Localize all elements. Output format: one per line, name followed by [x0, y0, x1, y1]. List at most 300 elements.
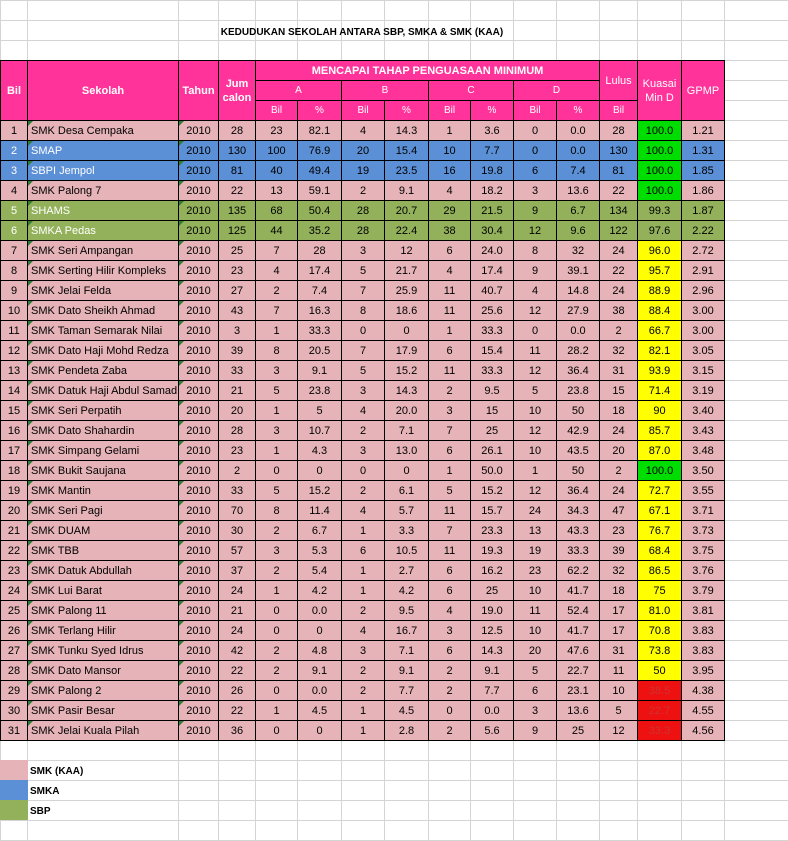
row-19-b-count[interactable]: 2 — [341, 480, 385, 501]
row-11-b-percent[interactable]: 0 — [384, 320, 429, 341]
row-1-d-percent[interactable]: 0.0 — [556, 120, 600, 141]
row-12-d-count[interactable]: 11 — [513, 340, 557, 361]
row-2-mastery-min-d[interactable]: 100.0 — [637, 140, 682, 161]
row-7-c-percent[interactable]: 24.0 — [470, 240, 514, 261]
row-12-c-count[interactable]: 6 — [428, 340, 471, 361]
row-16-b-count[interactable]: 2 — [341, 420, 385, 441]
row-31-mastery-min-d[interactable]: 33.3 — [637, 720, 682, 741]
row-6-candidates[interactable]: 125 — [218, 220, 256, 241]
header-jum-calon[interactable] — [218, 60, 256, 121]
row-27-a-count[interactable]: 2 — [255, 640, 298, 661]
row-18-gpmp[interactable]: 3.50 — [681, 460, 725, 481]
row-16-d-count[interactable]: 12 — [513, 420, 557, 441]
row-17-d-percent[interactable]: 43.5 — [556, 440, 600, 461]
row-30-gpmp[interactable]: 4.55 — [681, 700, 725, 721]
row-25-c-percent[interactable]: 19.0 — [470, 600, 514, 621]
row-16-pass-count[interactable]: 24 — [599, 420, 638, 441]
row-7-b-percent[interactable]: 12 — [384, 240, 429, 261]
row-12-d-percent[interactable]: 28.2 — [556, 340, 600, 361]
row-24-c-count[interactable]: 6 — [428, 580, 471, 601]
row-29-a-percent[interactable]: 0.0 — [297, 680, 342, 701]
row-20-d-percent[interactable]: 34.3 — [556, 500, 600, 521]
row-11-a-count[interactable]: 1 — [255, 320, 298, 341]
header-grade-a-bil[interactable]: Bil — [255, 100, 298, 121]
row-11-c-percent[interactable]: 33.3 — [470, 320, 514, 341]
row-6-pass-count[interactable]: 122 — [599, 220, 638, 241]
row-1-b-percent[interactable]: 14.3 — [384, 120, 429, 141]
row-6-c-count[interactable]: 38 — [428, 220, 471, 241]
row-27-b-percent[interactable]: 7.1 — [384, 640, 429, 661]
row-12-pass-count[interactable]: 32 — [599, 340, 638, 361]
row-25-school-name[interactable]: SMK Palong 11 — [27, 600, 179, 621]
row-22-d-percent[interactable]: 33.3 — [556, 540, 600, 561]
row-2-d-percent[interactable]: 0.0 — [556, 140, 600, 161]
header-grade-b[interactable]: B — [341, 80, 429, 101]
row-9-pass-count[interactable]: 24 — [599, 280, 638, 301]
row-28-school-name[interactable]: SMK Dato Mansor — [27, 660, 179, 681]
row-22-school-name[interactable]: SMK TBB — [27, 540, 179, 561]
row-7-c-count[interactable]: 6 — [428, 240, 471, 261]
row-1-gpmp[interactable]: 1.21 — [681, 120, 725, 141]
row-22-c-count[interactable]: 11 — [428, 540, 471, 561]
row-15-c-percent[interactable]: 15 — [470, 400, 514, 421]
row-10-mastery-min-d[interactable]: 88.4 — [637, 300, 682, 321]
row-1-year[interactable]: 2010 — [178, 120, 219, 141]
row-31-a-percent[interactable]: 0 — [297, 720, 342, 741]
row-3-a-percent[interactable]: 49.4 — [297, 160, 342, 181]
row-11-gpmp[interactable]: 3.00 — [681, 320, 725, 341]
row-18-year[interactable]: 2010 — [178, 460, 219, 481]
row-2-b-percent[interactable]: 15.4 — [384, 140, 429, 161]
row-28-c-count[interactable]: 2 — [428, 660, 471, 681]
row-23-b-count[interactable]: 1 — [341, 560, 385, 581]
row-21-mastery-min-d[interactable]: 76.7 — [637, 520, 682, 541]
row-20-school-name[interactable]: SMK Seri Pagi — [27, 500, 179, 521]
row-29-candidates[interactable]: 26 — [218, 680, 256, 701]
row-15-d-percent[interactable]: 50 — [556, 400, 600, 421]
row-6-d-percent[interactable]: 9.6 — [556, 220, 600, 241]
row-11-candidates[interactable]: 3 — [218, 320, 256, 341]
row-11-c-count[interactable]: 1 — [428, 320, 471, 341]
row-29-gpmp[interactable]: 4.38 — [681, 680, 725, 701]
row-26-d-percent[interactable]: 41.7 — [556, 620, 600, 641]
row-23-d-percent[interactable]: 62.2 — [556, 560, 600, 581]
row-10-pass-count[interactable]: 38 — [599, 300, 638, 321]
row-28-d-count[interactable]: 5 — [513, 660, 557, 681]
row-11-d-percent[interactable]: 0.0 — [556, 320, 600, 341]
row-28-bil[interactable]: 28 — [0, 660, 28, 681]
row-6-a-percent[interactable]: 35.2 — [297, 220, 342, 241]
row-13-d-percent[interactable]: 36.4 — [556, 360, 600, 381]
header-grade-a-pct[interactable]: % — [297, 100, 342, 121]
row-13-year[interactable]: 2010 — [178, 360, 219, 381]
row-30-b-percent[interactable]: 4.5 — [384, 700, 429, 721]
row-24-year[interactable]: 2010 — [178, 580, 219, 601]
row-1-c-percent[interactable]: 3.6 — [470, 120, 514, 141]
row-20-gpmp[interactable]: 3.71 — [681, 500, 725, 521]
row-31-d-percent[interactable]: 25 — [556, 720, 600, 741]
row-22-mastery-min-d[interactable]: 68.4 — [637, 540, 682, 561]
row-6-a-count[interactable]: 44 — [255, 220, 298, 241]
row-12-a-percent[interactable]: 20.5 — [297, 340, 342, 361]
row-28-mastery-min-d[interactable]: 50 — [637, 660, 682, 681]
row-5-c-count[interactable]: 29 — [428, 200, 471, 221]
row-1-mastery-min-d[interactable]: 100.0 — [637, 120, 682, 141]
header-grade-b-bil[interactable]: Bil — [341, 100, 385, 121]
header-grade-a[interactable]: A — [255, 80, 342, 101]
row-17-year[interactable]: 2010 — [178, 440, 219, 461]
row-26-pass-count[interactable]: 17 — [599, 620, 638, 641]
row-13-mastery-min-d[interactable]: 93.9 — [637, 360, 682, 381]
row-5-year[interactable]: 2010 — [178, 200, 219, 221]
row-10-candidates[interactable]: 43 — [218, 300, 256, 321]
row-17-b-percent[interactable]: 13.0 — [384, 440, 429, 461]
row-17-pass-count[interactable]: 20 — [599, 440, 638, 461]
row-22-pass-count[interactable]: 39 — [599, 540, 638, 561]
row-26-a-percent[interactable]: 0 — [297, 620, 342, 641]
row-19-bil[interactable]: 19 — [0, 480, 28, 501]
row-3-d-percent[interactable]: 7.4 — [556, 160, 600, 181]
row-7-pass-count[interactable]: 24 — [599, 240, 638, 261]
row-17-c-count[interactable]: 6 — [428, 440, 471, 461]
row-27-mastery-min-d[interactable]: 73.8 — [637, 640, 682, 661]
row-22-year[interactable]: 2010 — [178, 540, 219, 561]
row-8-year[interactable]: 2010 — [178, 260, 219, 281]
row-11-school-name[interactable]: SMK Taman Semarak Nilai — [27, 320, 179, 341]
row-17-b-count[interactable]: 3 — [341, 440, 385, 461]
row-16-candidates[interactable]: 28 — [218, 420, 256, 441]
row-23-school-name[interactable]: SMK Datuk Abdullah — [27, 560, 179, 581]
row-31-c-count[interactable]: 2 — [428, 720, 471, 741]
row-13-c-count[interactable]: 11 — [428, 360, 471, 381]
row-7-b-count[interactable]: 3 — [341, 240, 385, 261]
row-21-a-percent[interactable]: 6.7 — [297, 520, 342, 541]
row-21-b-count[interactable]: 1 — [341, 520, 385, 541]
row-23-c-percent[interactable]: 16.2 — [470, 560, 514, 581]
row-5-a-percent[interactable]: 50.4 — [297, 200, 342, 221]
row-18-pass-count[interactable]: 2 — [599, 460, 638, 481]
row-5-d-percent[interactable]: 6.7 — [556, 200, 600, 221]
row-20-candidates[interactable]: 70 — [218, 500, 256, 521]
row-1-d-count[interactable]: 0 — [513, 120, 557, 141]
row-16-gpmp[interactable]: 3.43 — [681, 420, 725, 441]
row-27-year[interactable]: 2010 — [178, 640, 219, 661]
row-23-gpmp[interactable]: 3.76 — [681, 560, 725, 581]
row-27-d-percent[interactable]: 47.6 — [556, 640, 600, 661]
row-8-bil[interactable]: 8 — [0, 260, 28, 281]
row-30-d-percent[interactable]: 13.6 — [556, 700, 600, 721]
row-11-mastery-min-d[interactable]: 66.7 — [637, 320, 682, 341]
row-13-candidates[interactable]: 33 — [218, 360, 256, 381]
row-10-b-count[interactable]: 8 — [341, 300, 385, 321]
header-grade-c[interactable]: C — [428, 80, 514, 101]
row-19-gpmp[interactable]: 3.55 — [681, 480, 725, 501]
row-17-a-percent[interactable]: 4.3 — [297, 440, 342, 461]
row-8-candidates[interactable]: 23 — [218, 260, 256, 281]
row-20-a-count[interactable]: 8 — [255, 500, 298, 521]
header-grade-d[interactable]: D — [513, 80, 600, 101]
row-16-c-count[interactable]: 7 — [428, 420, 471, 441]
row-18-a-percent[interactable]: 0 — [297, 460, 342, 481]
row-11-d-count[interactable]: 0 — [513, 320, 557, 341]
row-30-year[interactable]: 2010 — [178, 700, 219, 721]
row-14-b-count[interactable]: 3 — [341, 380, 385, 401]
row-2-c-count[interactable]: 10 — [428, 140, 471, 161]
row-16-bil[interactable]: 16 — [0, 420, 28, 441]
row-9-mastery-min-d[interactable]: 88.9 — [637, 280, 682, 301]
row-3-candidates[interactable]: 81 — [218, 160, 256, 181]
row-18-d-percent[interactable]: 50 — [556, 460, 600, 481]
row-30-d-count[interactable]: 3 — [513, 700, 557, 721]
sheet-title[interactable]: KEDUDUKAN SEKOLAH ANTARA SBP, SMKA & SMK (KAA) — [220, 27, 504, 38]
row-13-b-count[interactable]: 5 — [341, 360, 385, 381]
row-17-school-name[interactable]: SMK Simpang Gelami — [27, 440, 179, 461]
row-18-b-count[interactable]: 0 — [341, 460, 385, 481]
row-9-gpmp[interactable]: 2.96 — [681, 280, 725, 301]
row-15-b-count[interactable]: 4 — [341, 400, 385, 421]
row-15-bil[interactable]: 15 — [0, 400, 28, 421]
row-21-c-percent[interactable]: 23.3 — [470, 520, 514, 541]
row-2-d-count[interactable]: 0 — [513, 140, 557, 161]
header-grade-c-pct[interactable]: % — [470, 100, 514, 121]
row-13-school-name[interactable]: SMK Pendeta Zaba — [27, 360, 179, 381]
header-tahun[interactable]: Tahun — [178, 60, 219, 121]
row-18-mastery-min-d[interactable]: 100.0 — [637, 460, 682, 481]
row-4-d-percent[interactable]: 13.6 — [556, 180, 600, 201]
row-6-d-count[interactable]: 12 — [513, 220, 557, 241]
row-15-gpmp[interactable]: 3.40 — [681, 400, 725, 421]
row-14-c-count[interactable]: 2 — [428, 380, 471, 401]
row-18-bil[interactable]: 18 — [0, 460, 28, 481]
row-27-b-count[interactable]: 3 — [341, 640, 385, 661]
row-5-candidates[interactable]: 135 — [218, 200, 256, 221]
row-3-school-name[interactable]: SBPI Jempol — [27, 160, 179, 181]
row-20-c-count[interactable]: 11 — [428, 500, 471, 521]
row-5-a-count[interactable]: 68 — [255, 200, 298, 221]
row-21-b-percent[interactable]: 3.3 — [384, 520, 429, 541]
row-3-d-count[interactable]: 6 — [513, 160, 557, 181]
row-30-school-name[interactable]: SMK Pasir Besar — [27, 700, 179, 721]
row-19-mastery-min-d[interactable]: 72.7 — [637, 480, 682, 501]
row-12-bil[interactable]: 12 — [0, 340, 28, 361]
row-27-a-percent[interactable]: 4.8 — [297, 640, 342, 661]
header-grade-d-bil[interactable]: Bil — [513, 100, 557, 121]
row-24-d-percent[interactable]: 41.7 — [556, 580, 600, 601]
row-5-d-count[interactable]: 9 — [513, 200, 557, 221]
row-4-c-count[interactable]: 4 — [428, 180, 471, 201]
row-14-mastery-min-d[interactable]: 71.4 — [637, 380, 682, 401]
row-25-candidates[interactable]: 21 — [218, 600, 256, 621]
header-grade-c-bil[interactable]: Bil — [428, 100, 471, 121]
row-25-d-count[interactable]: 11 — [513, 600, 557, 621]
row-29-mastery-min-d[interactable]: 38.5 — [637, 680, 682, 701]
row-4-bil[interactable]: 4 — [0, 180, 28, 201]
row-10-bil[interactable]: 10 — [0, 300, 28, 321]
row-11-pass-count[interactable]: 2 — [599, 320, 638, 341]
row-14-d-count[interactable]: 5 — [513, 380, 557, 401]
row-17-d-count[interactable]: 10 — [513, 440, 557, 461]
row-1-bil[interactable]: 1 — [0, 120, 28, 141]
row-29-b-percent[interactable]: 7.7 — [384, 680, 429, 701]
row-29-pass-count[interactable]: 10 — [599, 680, 638, 701]
row-14-year[interactable]: 2010 — [178, 380, 219, 401]
row-17-a-count[interactable]: 1 — [255, 440, 298, 461]
row-23-b-percent[interactable]: 2.7 — [384, 560, 429, 581]
row-19-candidates[interactable]: 33 — [218, 480, 256, 501]
row-4-a-percent[interactable]: 59.1 — [297, 180, 342, 201]
row-16-d-percent[interactable]: 42.9 — [556, 420, 600, 441]
row-18-school-name[interactable]: SMK Bukit Saujana — [27, 460, 179, 481]
row-7-candidates[interactable]: 25 — [218, 240, 256, 261]
row-24-c-percent[interactable]: 25 — [470, 580, 514, 601]
row-26-school-name[interactable]: SMK Terlang Hilir — [27, 620, 179, 641]
row-9-c-count[interactable]: 11 — [428, 280, 471, 301]
row-17-mastery-min-d[interactable]: 87.0 — [637, 440, 682, 461]
row-15-year[interactable]: 2010 — [178, 400, 219, 421]
row-30-b-count[interactable]: 1 — [341, 700, 385, 721]
row-29-a-count[interactable]: 0 — [255, 680, 298, 701]
row-31-d-count[interactable]: 9 — [513, 720, 557, 741]
row-2-bil[interactable]: 2 — [0, 140, 28, 161]
row-25-gpmp[interactable]: 3.81 — [681, 600, 725, 621]
row-12-b-count[interactable]: 7 — [341, 340, 385, 361]
row-28-b-percent[interactable]: 9.1 — [384, 660, 429, 681]
row-4-candidates[interactable]: 22 — [218, 180, 256, 201]
row-30-a-percent[interactable]: 4.5 — [297, 700, 342, 721]
row-14-bil[interactable]: 14 — [0, 380, 28, 401]
header-grade-b-pct[interactable]: % — [384, 100, 429, 121]
row-20-pass-count[interactable]: 47 — [599, 500, 638, 521]
row-31-a-count[interactable]: 0 — [255, 720, 298, 741]
row-25-year[interactable]: 2010 — [178, 600, 219, 621]
row-7-d-count[interactable]: 8 — [513, 240, 557, 261]
row-10-year[interactable]: 2010 — [178, 300, 219, 321]
row-2-pass-count[interactable]: 130 — [599, 140, 638, 161]
row-21-a-count[interactable]: 2 — [255, 520, 298, 541]
row-30-pass-count[interactable]: 5 — [599, 700, 638, 721]
row-4-school-name[interactable]: SMK Palong 7 — [27, 180, 179, 201]
row-7-bil[interactable]: 7 — [0, 240, 28, 261]
row-26-candidates[interactable]: 24 — [218, 620, 256, 641]
row-15-b-percent[interactable]: 20.0 — [384, 400, 429, 421]
row-15-c-count[interactable]: 3 — [428, 400, 471, 421]
row-9-a-count[interactable]: 2 — [255, 280, 298, 301]
row-31-b-count[interactable]: 1 — [341, 720, 385, 741]
row-24-d-count[interactable]: 10 — [513, 580, 557, 601]
row-4-d-count[interactable]: 3 — [513, 180, 557, 201]
row-3-mastery-min-d[interactable]: 100.0 — [637, 160, 682, 181]
row-18-candidates[interactable]: 2 — [218, 460, 256, 481]
row-27-pass-count[interactable]: 31 — [599, 640, 638, 661]
row-24-a-percent[interactable]: 4.2 — [297, 580, 342, 601]
row-13-c-percent[interactable]: 33.3 — [470, 360, 514, 381]
row-12-c-percent[interactable]: 15.4 — [470, 340, 514, 361]
row-24-mastery-min-d[interactable]: 75 — [637, 580, 682, 601]
row-23-a-percent[interactable]: 5.4 — [297, 560, 342, 581]
row-16-a-percent[interactable]: 10.7 — [297, 420, 342, 441]
row-2-gpmp[interactable]: 1.31 — [681, 140, 725, 161]
row-16-school-name[interactable]: SMK Dato Shahardin — [27, 420, 179, 441]
row-15-a-count[interactable]: 1 — [255, 400, 298, 421]
row-20-year[interactable]: 2010 — [178, 500, 219, 521]
row-27-c-percent[interactable]: 14.3 — [470, 640, 514, 661]
row-20-d-count[interactable]: 24 — [513, 500, 557, 521]
row-20-c-percent[interactable]: 15.7 — [470, 500, 514, 521]
header-mencapai[interactable]: MENCAPAI TAHAP PENGUASAAN MINIMUM — [255, 60, 600, 81]
row-27-d-count[interactable]: 20 — [513, 640, 557, 661]
row-19-b-percent[interactable]: 6.1 — [384, 480, 429, 501]
row-7-a-percent[interactable]: 28 — [297, 240, 342, 261]
row-13-pass-count[interactable]: 31 — [599, 360, 638, 381]
row-2-candidates[interactable]: 130 — [218, 140, 256, 161]
row-20-mastery-min-d[interactable]: 67.1 — [637, 500, 682, 521]
row-14-b-percent[interactable]: 14.3 — [384, 380, 429, 401]
row-6-b-percent[interactable]: 22.4 — [384, 220, 429, 241]
row-2-c-percent[interactable]: 7.7 — [470, 140, 514, 161]
row-10-gpmp[interactable]: 3.00 — [681, 300, 725, 321]
row-13-d-count[interactable]: 12 — [513, 360, 557, 381]
row-25-pass-count[interactable]: 17 — [599, 600, 638, 621]
row-16-b-percent[interactable]: 7.1 — [384, 420, 429, 441]
row-4-gpmp[interactable]: 1.86 — [681, 180, 725, 201]
row-24-b-count[interactable]: 1 — [341, 580, 385, 601]
row-6-gpmp[interactable]: 2.22 — [681, 220, 725, 241]
row-15-candidates[interactable]: 20 — [218, 400, 256, 421]
row-23-candidates[interactable]: 37 — [218, 560, 256, 581]
row-19-school-name[interactable]: SMK Mantin — [27, 480, 179, 501]
row-3-bil[interactable]: 3 — [0, 160, 28, 181]
row-25-a-percent[interactable]: 0.0 — [297, 600, 342, 621]
row-10-school-name[interactable]: SMK Dato Sheikh Ahmad — [27, 300, 179, 321]
row-10-a-percent[interactable]: 16.3 — [297, 300, 342, 321]
row-28-year[interactable]: 2010 — [178, 660, 219, 681]
row-5-mastery-min-d[interactable]: 99.3 — [637, 200, 682, 221]
row-21-pass-count[interactable]: 23 — [599, 520, 638, 541]
row-28-d-percent[interactable]: 22.7 — [556, 660, 600, 681]
row-27-c-count[interactable]: 6 — [428, 640, 471, 661]
row-19-a-count[interactable]: 5 — [255, 480, 298, 501]
row-2-year[interactable]: 2010 — [178, 140, 219, 161]
row-12-b-percent[interactable]: 17.9 — [384, 340, 429, 361]
row-12-school-name[interactable]: SMK Dato Haji Mohd Redza — [27, 340, 179, 361]
row-26-d-count[interactable]: 10 — [513, 620, 557, 641]
row-31-year[interactable]: 2010 — [178, 720, 219, 741]
row-3-c-percent[interactable]: 19.8 — [470, 160, 514, 181]
row-24-pass-count[interactable]: 18 — [599, 580, 638, 601]
row-6-bil[interactable]: 6 — [0, 220, 28, 241]
row-5-bil[interactable]: 5 — [0, 200, 28, 221]
row-26-year[interactable]: 2010 — [178, 620, 219, 641]
row-13-a-percent[interactable]: 9.1 — [297, 360, 342, 381]
row-7-d-percent[interactable]: 32 — [556, 240, 600, 261]
row-7-gpmp[interactable]: 2.72 — [681, 240, 725, 261]
row-20-bil[interactable]: 20 — [0, 500, 28, 521]
row-8-d-percent[interactable]: 39.1 — [556, 260, 600, 281]
row-23-pass-count[interactable]: 32 — [599, 560, 638, 581]
row-17-bil[interactable]: 17 — [0, 440, 28, 461]
row-21-d-percent[interactable]: 43.3 — [556, 520, 600, 541]
row-28-candidates[interactable]: 22 — [218, 660, 256, 681]
row-9-d-count[interactable]: 4 — [513, 280, 557, 301]
row-31-candidates[interactable]: 36 — [218, 720, 256, 741]
row-23-year[interactable]: 2010 — [178, 560, 219, 581]
row-3-a-count[interactable]: 40 — [255, 160, 298, 181]
row-7-a-count[interactable]: 7 — [255, 240, 298, 261]
row-26-mastery-min-d[interactable]: 70.8 — [637, 620, 682, 641]
row-25-mastery-min-d[interactable]: 81.0 — [637, 600, 682, 621]
row-25-d-percent[interactable]: 52.4 — [556, 600, 600, 621]
row-7-year[interactable]: 2010 — [178, 240, 219, 261]
